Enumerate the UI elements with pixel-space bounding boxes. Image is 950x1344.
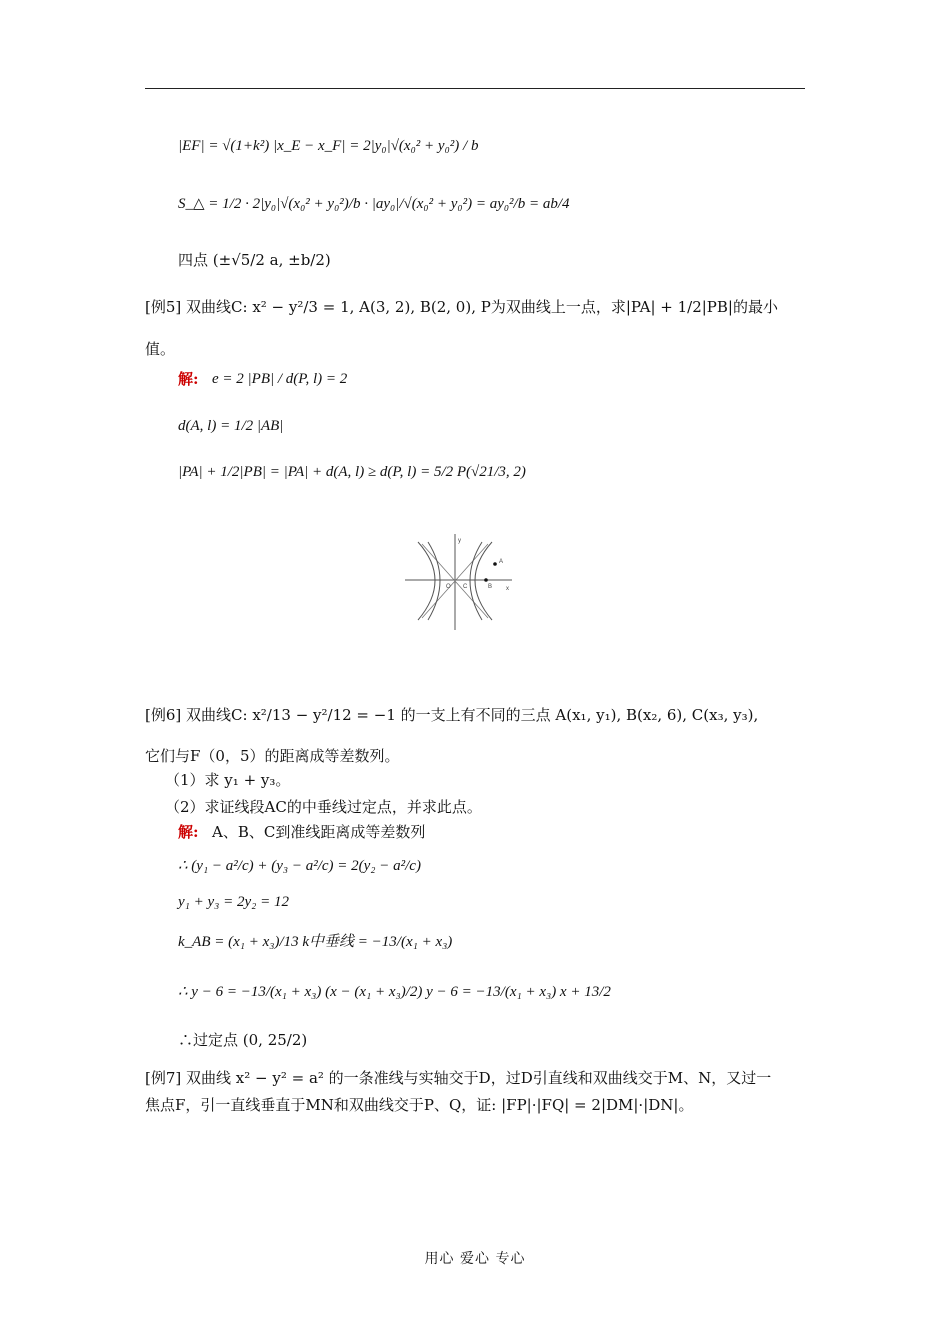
example-6-question-1: （1）求 y₁ + y₃。	[165, 771, 291, 789]
example-6-question-2: （2）求证线段AC的中垂线过定点，并求此点。	[165, 798, 482, 816]
example-5-solution-line-1: e = 2 |PB| / d(P, l) = 2	[212, 371, 348, 387]
hyperbola-right-inner	[470, 542, 482, 620]
example-6-solution-label: 解:	[178, 823, 199, 841]
header-rule	[145, 88, 805, 89]
x-axis-label: x	[506, 586, 509, 592]
example-6-step-2: y₁ + y₃ = 2y₂ = 12	[178, 894, 289, 910]
example-6-step-3: k_AB = (x₁ + x₃)/13 k中垂线 = −13/(x₁ + x₃)	[178, 934, 453, 950]
triangle-area-formula: S_△ = 1/2 · 2|y₀|√(x₀² + y₀²)/b · |ay₀|/√(x₀² + y₀²) = ay₀²/b = ab/4	[178, 196, 570, 212]
example-6-problem: [例6] 双曲线C: x²/13 − y²/12 = −1 的一支上有不同的三点 A(x₁, y₁), B(x₂, 6), C(x₃, y₃),	[145, 706, 759, 724]
example-6-step-5: ∴过定点 (0, 25/2)	[178, 1031, 308, 1049]
example-6-step-4: ∴ y − 6 = −13/(x₁ + x₃) (x − (x₁ + x₃)/2) y − 6 = −13/(x₁ + x₃) x + 13/2	[178, 984, 611, 1000]
example-6-step-1: ∴ (y₁ − a²/c) + (y₃ − a²/c) = 2(y₂ − a²/c)	[178, 858, 421, 874]
example-5-problem-cont: 值。	[145, 340, 176, 358]
four-points-line: 四点 (±√5/2 a, ±b/2)	[178, 251, 331, 269]
hyperbola-left-outer	[418, 542, 435, 620]
example-7-problem: [例7] 双曲线 x² − y² = a² 的一条准线与实轴交于D，过D引直线和双曲线交于M、N，又过一	[145, 1069, 772, 1087]
example-6-problem-cont: 它们与F（0，5）的距离成等差数列。	[145, 747, 400, 765]
example-5-problem: [例5] 双曲线C: x² − y²/3 = 1, A(3, 2), B(2, 0), P为双曲线上一点，求|PA| + 1/2|PB|的最小	[145, 298, 778, 316]
hyperbola-right-outer	[475, 542, 492, 620]
example-5-solution-label: 解:	[178, 370, 199, 388]
hyperbola-figure	[400, 530, 520, 635]
ef-length-formula: |EF| = √(1+k²) |x_E − x_F| = 2|y₀|√(x₀² + y₀²) / b	[178, 138, 479, 154]
point-c-label: C	[463, 584, 468, 590]
example-5-solution-line-3: |PA| + 1/2|PB| = |PA| + d(A, l) ≥ d(P, l) = 5/2 P(√21/3, 2)	[178, 464, 526, 480]
example-5-solution-line-2: d(A, l) = 1/2 |AB|	[178, 418, 284, 434]
hyperbola-left-inner	[428, 542, 440, 620]
example-6-solution-text: A、B、C到准线距离成等差数列	[212, 823, 426, 841]
origin-label: O	[446, 584, 451, 590]
point-b-label: B	[488, 584, 493, 590]
point-a	[493, 562, 497, 566]
example-7-problem-cont: 焦点F，引一直线垂直于MN和双曲线交于P、Q，证: |FP|·|FQ| = 2|DM|·|DN|。	[145, 1096, 694, 1114]
point-a-label: A	[499, 559, 504, 565]
page-footer: 用心 爱心 专心	[424, 1251, 526, 1267]
point-b	[484, 578, 488, 582]
y-axis-label: y	[458, 538, 461, 544]
